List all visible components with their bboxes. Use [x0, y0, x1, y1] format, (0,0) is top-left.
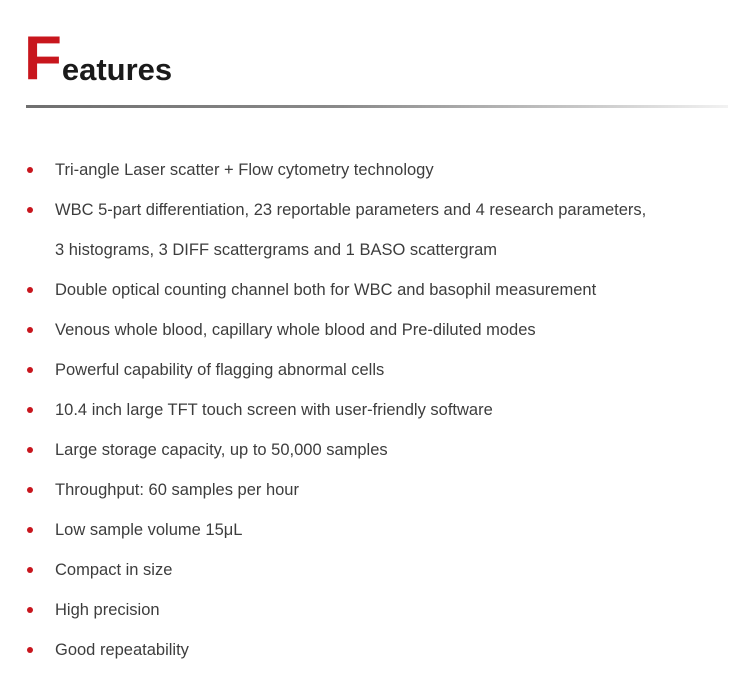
list-item — [0, 150, 750, 190]
bullet-icon — [27, 607, 33, 613]
feature-line: Good repeatability — [55, 641, 189, 659]
list-item — [0, 630, 750, 670]
bullet-icon — [27, 327, 33, 333]
feature-text — [55, 350, 730, 390]
list-item — [0, 310, 750, 350]
feature-text — [55, 270, 730, 310]
feature-line: 3 histograms, 3 DIFF scattergrams and 1 BASO scattergram — [55, 241, 497, 259]
feature-line: High precision — [55, 601, 160, 619]
list-item — [0, 190, 750, 270]
feature-text — [55, 470, 730, 510]
feature-line: Low sample volume 15μL — [55, 521, 243, 539]
list-item — [0, 270, 750, 310]
bullet-icon — [27, 527, 33, 533]
feature-line: Throughput: 60 samples per hour — [55, 481, 299, 499]
feature-list — [0, 150, 750, 670]
list-item — [0, 430, 750, 470]
list-item — [0, 390, 750, 430]
bullet-icon — [27, 207, 33, 213]
bullet-icon — [27, 407, 33, 413]
title-divider — [26, 105, 728, 108]
list-item — [0, 590, 750, 630]
feature-line: Venous whole blood, capillary whole blood and Pre-diluted modes — [55, 321, 536, 339]
feature-line: Powerful capability of flagging abnormal cells — [55, 361, 385, 379]
list-item — [0, 550, 750, 590]
feature-text — [55, 310, 730, 350]
bullet-icon — [27, 287, 33, 293]
list-item — [0, 510, 750, 550]
feature-text — [55, 390, 730, 430]
page-title-text: eatures — [61, 52, 173, 87]
feature-text — [55, 430, 730, 470]
bullet-icon — [27, 367, 33, 373]
feature-text — [55, 630, 730, 670]
feature-text — [55, 510, 730, 550]
bullet-icon — [27, 487, 33, 493]
feature-text — [55, 590, 730, 630]
feature-line: Compact in size — [55, 561, 173, 579]
bullet-icon — [27, 647, 33, 653]
feature-line: Large storage capacity, up to 50,000 samples — [55, 441, 388, 459]
bullet-icon — [27, 167, 33, 173]
list-item — [0, 350, 750, 390]
bullet-icon — [27, 447, 33, 453]
page-title-initial: F — [24, 24, 61, 93]
feature-line: WBC 5-part differentiation, 23 reportable parameters and 4 research parameters, — [55, 201, 647, 219]
bullet-icon — [27, 567, 33, 573]
feature-text — [55, 550, 730, 590]
feature-line: Tri-angle Laser scatter + Flow cytometry technology — [55, 161, 434, 179]
feature-text — [55, 150, 730, 190]
page-title — [24, 24, 173, 93]
feature-line: Double optical counting channel both for WBC and basophil measurement — [55, 281, 597, 299]
feature-text — [55, 190, 730, 270]
feature-line: 10.4 inch large TFT touch screen with user-friendly software — [55, 401, 493, 419]
list-item — [0, 470, 750, 510]
